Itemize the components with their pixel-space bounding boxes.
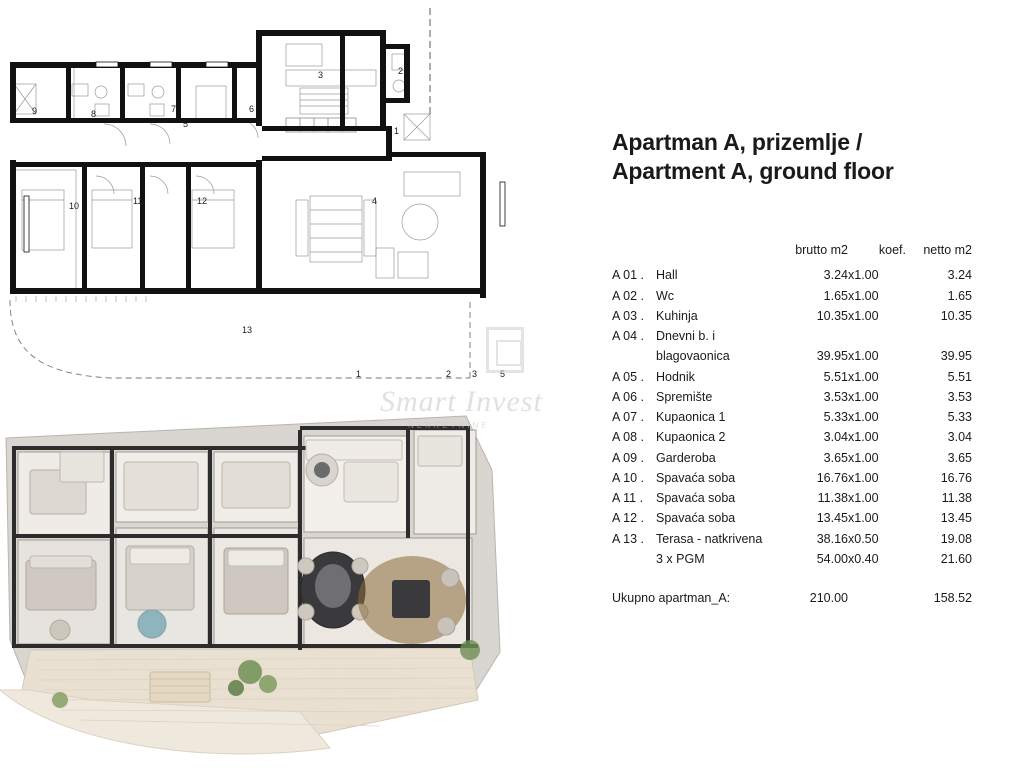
table-header-row [612,243,972,266]
cell-koef: x1.00 [848,491,879,506]
cell-name: Spavaća soba [656,511,736,526]
info-panel [612,128,1012,608]
cell-code: A 11 . [612,491,644,506]
cell-code: A 09 . [612,450,644,465]
cell-koef: x1.00 [848,430,879,445]
cell-name: blagovaonica [656,349,730,364]
table-row [612,428,972,448]
cell-netto: 3.53 [947,389,972,404]
cell-koef: x1.00 [848,410,879,425]
cell-netto: 11.38 [941,491,972,506]
cell-name: Kupaonica 2 [656,430,726,445]
cell-name: Terasa - natkrivena [656,531,763,546]
table-row [612,387,972,407]
cell-netto: 3.65 [947,450,972,465]
cell-code: A 03 . [612,308,644,323]
table-row [612,327,972,347]
room-label-5: 5 [183,119,189,129]
title-line-1: Apartman A, prizemlje / [612,129,863,155]
cell-brutto: 3.04 [823,430,848,445]
cell-koef: x1.00 [848,268,879,283]
header-code [612,243,656,266]
cell-code: A 07 . [612,410,644,425]
cell-name: Spavaća soba [656,470,736,485]
cell-koef: x1.00 [848,288,879,303]
table-row [612,286,972,306]
cell-netto [906,327,972,347]
cell-brutto: 3.53 [823,389,848,404]
room-label-13: 13 [242,325,253,335]
cell-brutto: 10.35 [816,308,848,323]
cell-netto: 3.04 [947,430,972,445]
cell-koef [848,327,906,347]
cell-brutto: 5.51 [823,369,848,384]
header-name [656,243,774,266]
table-row [612,306,972,326]
cell-koef: x1.00 [848,369,879,384]
dimension-mark-1: 1 [356,369,362,379]
room-label-4: 4 [372,196,378,206]
cell-code: A 04 . [612,329,644,344]
cell-code: A 06 . [612,389,644,404]
table-row [612,468,972,488]
cell-name: Spremište [656,389,713,404]
cell-brutto: 1.65 [823,288,848,303]
cell-code: A 12 . [612,511,644,526]
watermark-text: Smart Invest [380,385,543,418]
table-row [612,367,972,387]
cell-name: Dnevni b. i [656,329,716,344]
header-netto: netto m2 [923,242,972,257]
cell-name: Kupaonica 1 [656,410,726,425]
cell-name: Hodnik [656,369,695,384]
cell-netto: 16.76 [940,470,972,485]
cell-koef: x1.00 [848,389,879,404]
cell-koef: x0.50 [848,531,879,546]
table-row [612,489,972,509]
dimension-mark-5: 5 [500,369,506,379]
cell-code [612,549,656,569]
cell-brutto: 16.76 [816,470,848,485]
cell-koef: x1.00 [848,511,879,526]
header-brutto: brutto m2 [795,242,848,257]
cell-name: 3 x PGM [656,551,705,566]
room-label-2: 2 [398,66,404,76]
cell-brutto: 11.38 [817,491,848,506]
table-total-row [612,570,972,609]
cell-netto: 5.33 [947,410,972,425]
cell-name: Wc [656,288,675,303]
cell-name: Kuhinja [656,308,698,323]
watermark-subtitle: NEKRETNINE [408,421,490,430]
dimension-mark-3: 3 [472,369,478,379]
total-koef [848,570,906,609]
table-row [612,448,972,468]
cell-netto: 21.60 [940,551,972,566]
total-label: Ukupno apartman_A: [612,590,731,605]
cell-netto: 19.08 [940,531,972,546]
room-label-3: 3 [318,70,324,80]
areas-table-wrap [612,243,1012,609]
page-title [612,128,1012,187]
room-label-7: 7 [171,104,177,114]
cell-code [612,347,656,367]
cell-koef: x1.00 [848,450,879,465]
cell-brutto: 13.45 [816,511,848,526]
room-label-9: 9 [32,106,38,116]
cell-brutto: 39.95 [816,349,848,364]
total-brutto: 210.00 [809,590,848,605]
room-label-6: 6 [249,104,255,114]
room-label-12: 12 [197,196,208,206]
dimension-mark-2: 2 [446,369,452,379]
cell-name: Garderoba [656,450,716,465]
cell-code: A 10 . [612,470,644,485]
cell-netto: 1.65 [947,288,972,303]
technical-floor-plan [10,8,505,379]
cell-brutto: 54.00 [816,551,848,566]
cell-code: A 01 . [612,268,644,283]
cell-koef: x0.40 [848,551,879,566]
room-label-11: 11 [133,196,143,206]
room-label-8: 8 [91,109,97,119]
cell-brutto [774,327,848,347]
areas-table [612,243,972,609]
title-line-2: Apartment A, ground floor [612,158,894,185]
table-row [612,549,972,569]
cell-brutto: 5.33 [823,410,848,425]
cell-netto: 3.24 [947,268,972,283]
cell-koef: x1.00 [848,308,879,323]
table-row [612,266,972,286]
table-row [612,509,972,529]
total-netto: 158.52 [933,590,972,605]
cell-netto: 5.51 [947,369,972,384]
cell-code: A 02 . [612,288,644,303]
header-koef: koef. [878,242,906,257]
cell-netto: 39.95 [940,349,972,364]
cell-code: A 08 . [612,430,644,445]
cell-netto: 13.45 [940,511,972,526]
cell-code: A 13 . [612,531,644,546]
cell-brutto: 38.16 [816,531,848,546]
areas-table-body [612,266,972,609]
table-row [612,347,972,367]
cell-brutto: 3.65 [823,450,848,465]
room-label-1: 1 [394,126,400,136]
room-label-10: 10 [69,201,80,211]
cell-name: Hall [656,268,678,283]
cell-netto: 10.35 [940,308,972,323]
table-row [612,408,972,428]
table-row [612,529,972,549]
rendered-floor-plan [0,416,500,754]
cell-koef: x1.00 [848,349,879,364]
cell-name: Spavaća soba [656,491,736,506]
cell-brutto: 3.24 [823,268,848,283]
cell-koef: x1.00 [848,470,879,485]
cell-code: A 05 . [612,369,644,384]
